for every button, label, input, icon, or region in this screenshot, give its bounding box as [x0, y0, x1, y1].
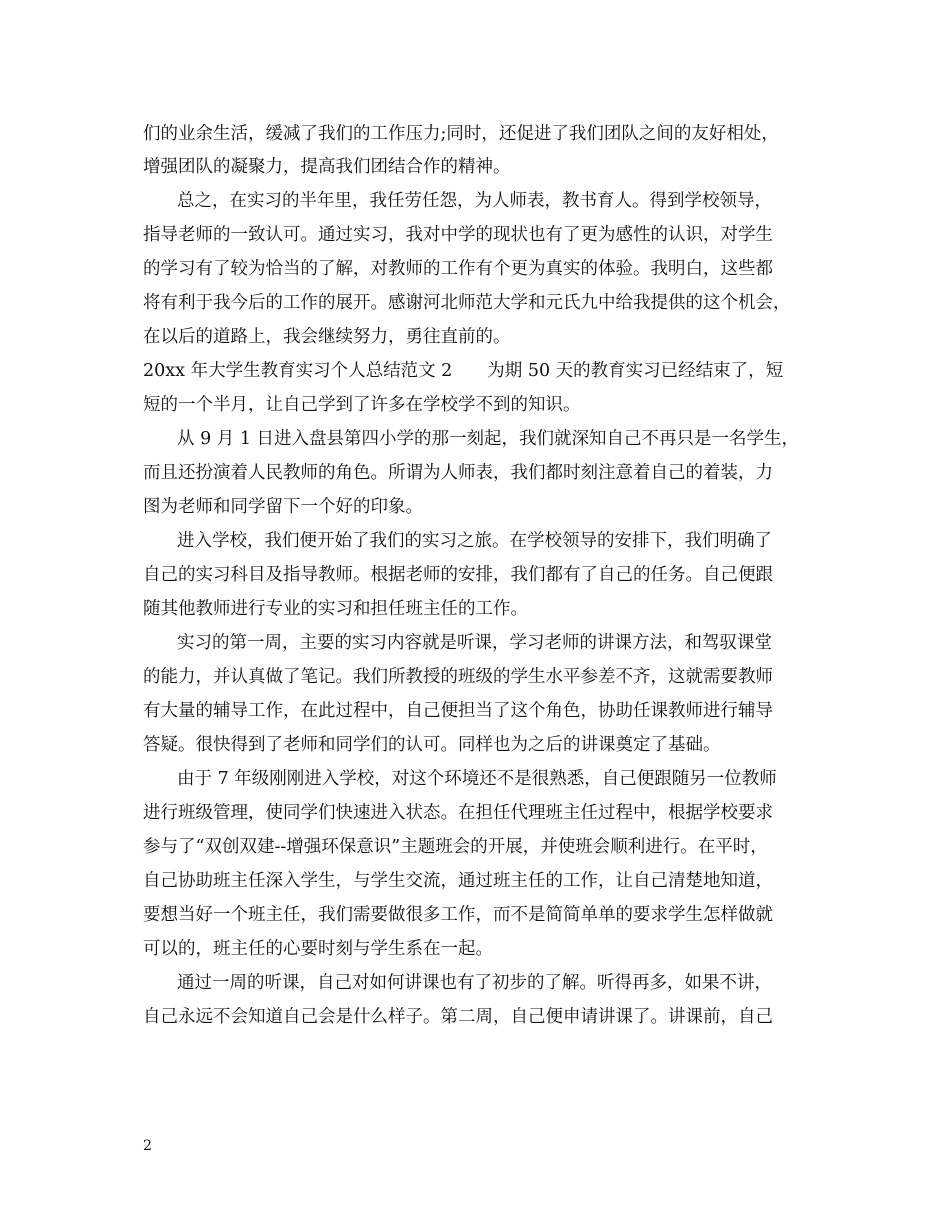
- text-line: 参与了“双创双建--增强环保意识”主题班会的开展，并使班会顺利进行。在平时，: [143, 837, 768, 857]
- text-line: 自己永远不会知道自己会是什么样子。第二周，自己便申请讲课了。讲课前，自己: [143, 1007, 773, 1027]
- text-line: 们的业余生活，缓减了我们的工作压力;同时，还促进了我们团队之间的友好相处，: [143, 124, 779, 144]
- text-line: 有大量的辅导工作，在此过程中，自己便担当了这个角色，协助任课教师进行辅导: [143, 701, 773, 721]
- text-line: 由于 7 年级刚刚进入学校，对这个环境还不是很熟悉，自己便跟随另一位教师: [177, 769, 777, 789]
- text-line: 实习的第一周，主要的实习内容就是听课，学习老师的讲课方法，和驾驭课堂: [177, 633, 772, 653]
- text-line: 总之，在实习的半年里，我任劳任怨，为人师表，教书育人。得到学校领导，: [177, 191, 772, 211]
- text-line: 指导老师的一致认可。通过实习，我对中学的现状也有了更为感性的认识，对学生: [143, 225, 773, 245]
- text-line: 要想当好一个班主任，我们需要做很多工作，而不是简简单单的要求学生怎样做就: [143, 905, 773, 925]
- text-line: 自己的实习科目及指导教师。根据老师的安排，我们都有了自己的任务。自己便跟: [143, 565, 773, 585]
- text-line: 可以的，班主任的心要时刻与学生系在一起。: [143, 939, 493, 959]
- text-line: 短的一个半月，让自己学到了许多在学校学不到的知识。: [143, 395, 581, 415]
- text-line: 图为老师和同学留下一个好的印象。: [143, 497, 423, 517]
- section-heading-line: 20xx 年大学生教育实习个人总结范文 2 为期 50 天的教育实习已经结束了，短: [143, 361, 784, 381]
- text-line: 将有利于我今后的工作的展开。感谢河北师范大学和元氏九中给我提供的这个机会，: [143, 293, 791, 313]
- text-line: 答疑。很快得到了老师和同学们的认可。同样也为之后的讲课奠定了基础。: [143, 735, 721, 755]
- text-line: 进行班级管理，使同学们快速进入状态。在担任代理班主任过程中，根据学校要求: [143, 803, 773, 823]
- text-line: 而且还扮演着人民教师的角色。所谓为人师表，我们都时刻注意着自己的着装，力: [143, 463, 773, 483]
- text-line: 的学习有了较为恰当的了解，对教师的工作有个更为真实的体验。我明白，这些都: [143, 259, 773, 279]
- text-line: 进入学校，我们便开始了我们的实习之旅。在学校领导的安排下，我们明确了: [177, 531, 772, 551]
- text-line: 在以后的道路上，我会继续努力，勇往直前的。: [143, 327, 511, 347]
- text-line: 的能力，并认真做了笔记。我们所教授的班级的学生水平参差不齐，这就需要教师: [143, 667, 773, 687]
- text-line: 随其他教师进行专业的实习和担任班主任的工作。: [143, 599, 528, 619]
- text-line: 从 9 月 1 日进入盘县第四小学的那一刻起，我们就深知自己不再只是一名学生，: [177, 429, 800, 449]
- text-line: 自己协助班主任深入学生，与学生交流，通过班主任的工作，让自己清楚地知道，: [143, 871, 773, 891]
- page-number: 2: [143, 1138, 152, 1154]
- text-line: 增强团队的凝聚力，提高我们团结合作的精神。: [143, 157, 511, 177]
- text-line: 通过一周的听课，自己对如何讲课也有了初步的了解。听得再多，如果不讲，: [177, 973, 772, 993]
